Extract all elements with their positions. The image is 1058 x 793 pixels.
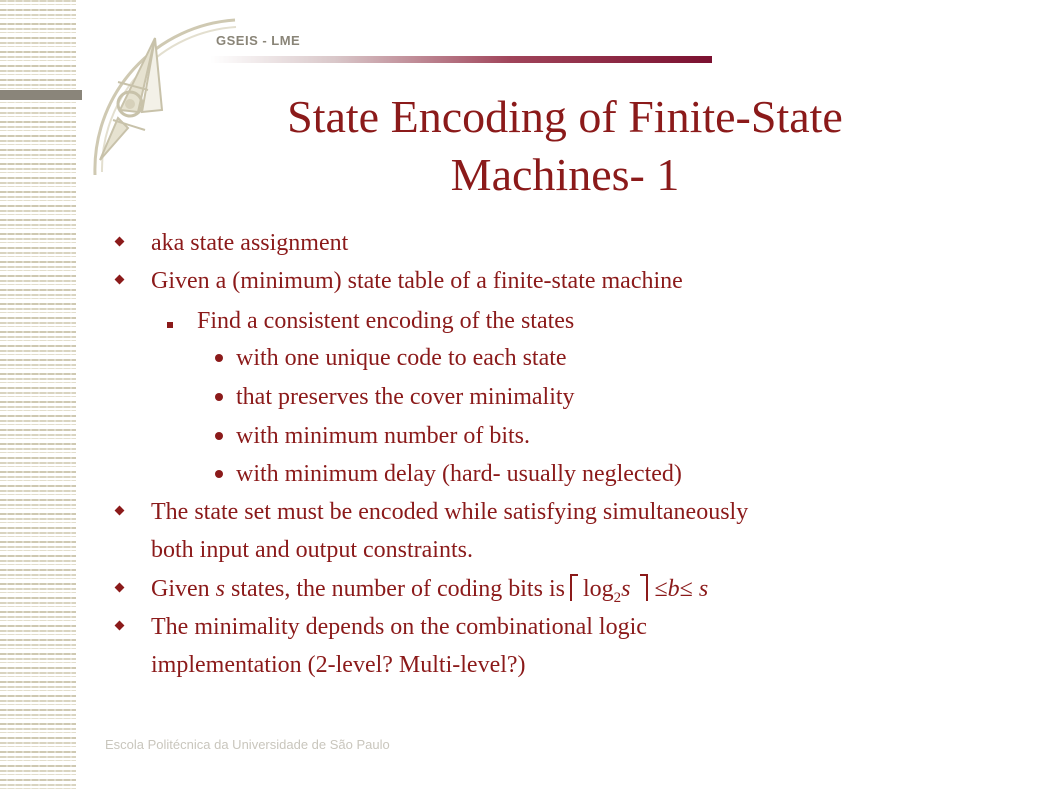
leq-symbol: ≤ — [654, 576, 668, 602]
bullet-text: The minimality depends on the combinational logic — [151, 614, 647, 640]
bullet-text: with minimum number of bits. — [236, 423, 530, 449]
dot-bullet-icon — [215, 470, 223, 478]
bullet-text-continued: both input and output constraints. — [151, 537, 473, 563]
square-bullet-icon — [167, 322, 173, 328]
diamond-bullet-icon — [115, 583, 125, 593]
title-line-1: State Encoding of Finite-State — [287, 91, 843, 142]
formula-mid: states, the number of coding bits is — [225, 576, 565, 602]
diamond-bullet-icon — [115, 621, 125, 631]
header-label: GSEIS - LME — [216, 33, 301, 48]
formula-pre: Given — [151, 576, 216, 602]
leq-symbol: ≤ — [679, 576, 693, 602]
bullet-text: Given a (minimum) state table of a finite-state machine — [151, 268, 683, 294]
variable-s: s — [215, 576, 225, 602]
bullet-text: with minimum delay (hard- usually neglected) — [236, 461, 682, 487]
log-subscript: 2 — [613, 589, 622, 606]
dot-bullet-icon — [215, 393, 223, 401]
header-rule — [210, 56, 712, 63]
diamond-bullet-icon — [115, 237, 125, 247]
title-line-2: Machines- 1 — [450, 149, 680, 200]
diamond-bullet-icon — [115, 275, 125, 285]
diamond-bullet-icon — [115, 506, 125, 516]
variable-s: s — [621, 576, 631, 602]
dot-bullet-icon — [215, 432, 223, 440]
bullet-text: aka state assignment — [151, 230, 349, 256]
bullet-text: with one unique code to each state — [236, 345, 567, 371]
bullet-text: The state set must be encoded while satisfying simultaneously — [151, 499, 749, 525]
slide-title — [160, 88, 970, 204]
variable-b: b — [667, 576, 680, 602]
bullet-text-continued: implementation (2-level? Multi-level?) — [151, 652, 526, 678]
footer-text: Escola Politécnica da Universidade de São Paulo — [105, 737, 390, 752]
bullet-text: Find a consistent encoding of the states — [197, 308, 575, 334]
log-text: log — [582, 576, 614, 602]
bullet-text: that preserves the cover minimality — [236, 384, 575, 410]
variable-s: s — [698, 576, 709, 602]
bullet-formula-text — [151, 575, 709, 606]
dot-bullet-icon — [215, 354, 223, 362]
